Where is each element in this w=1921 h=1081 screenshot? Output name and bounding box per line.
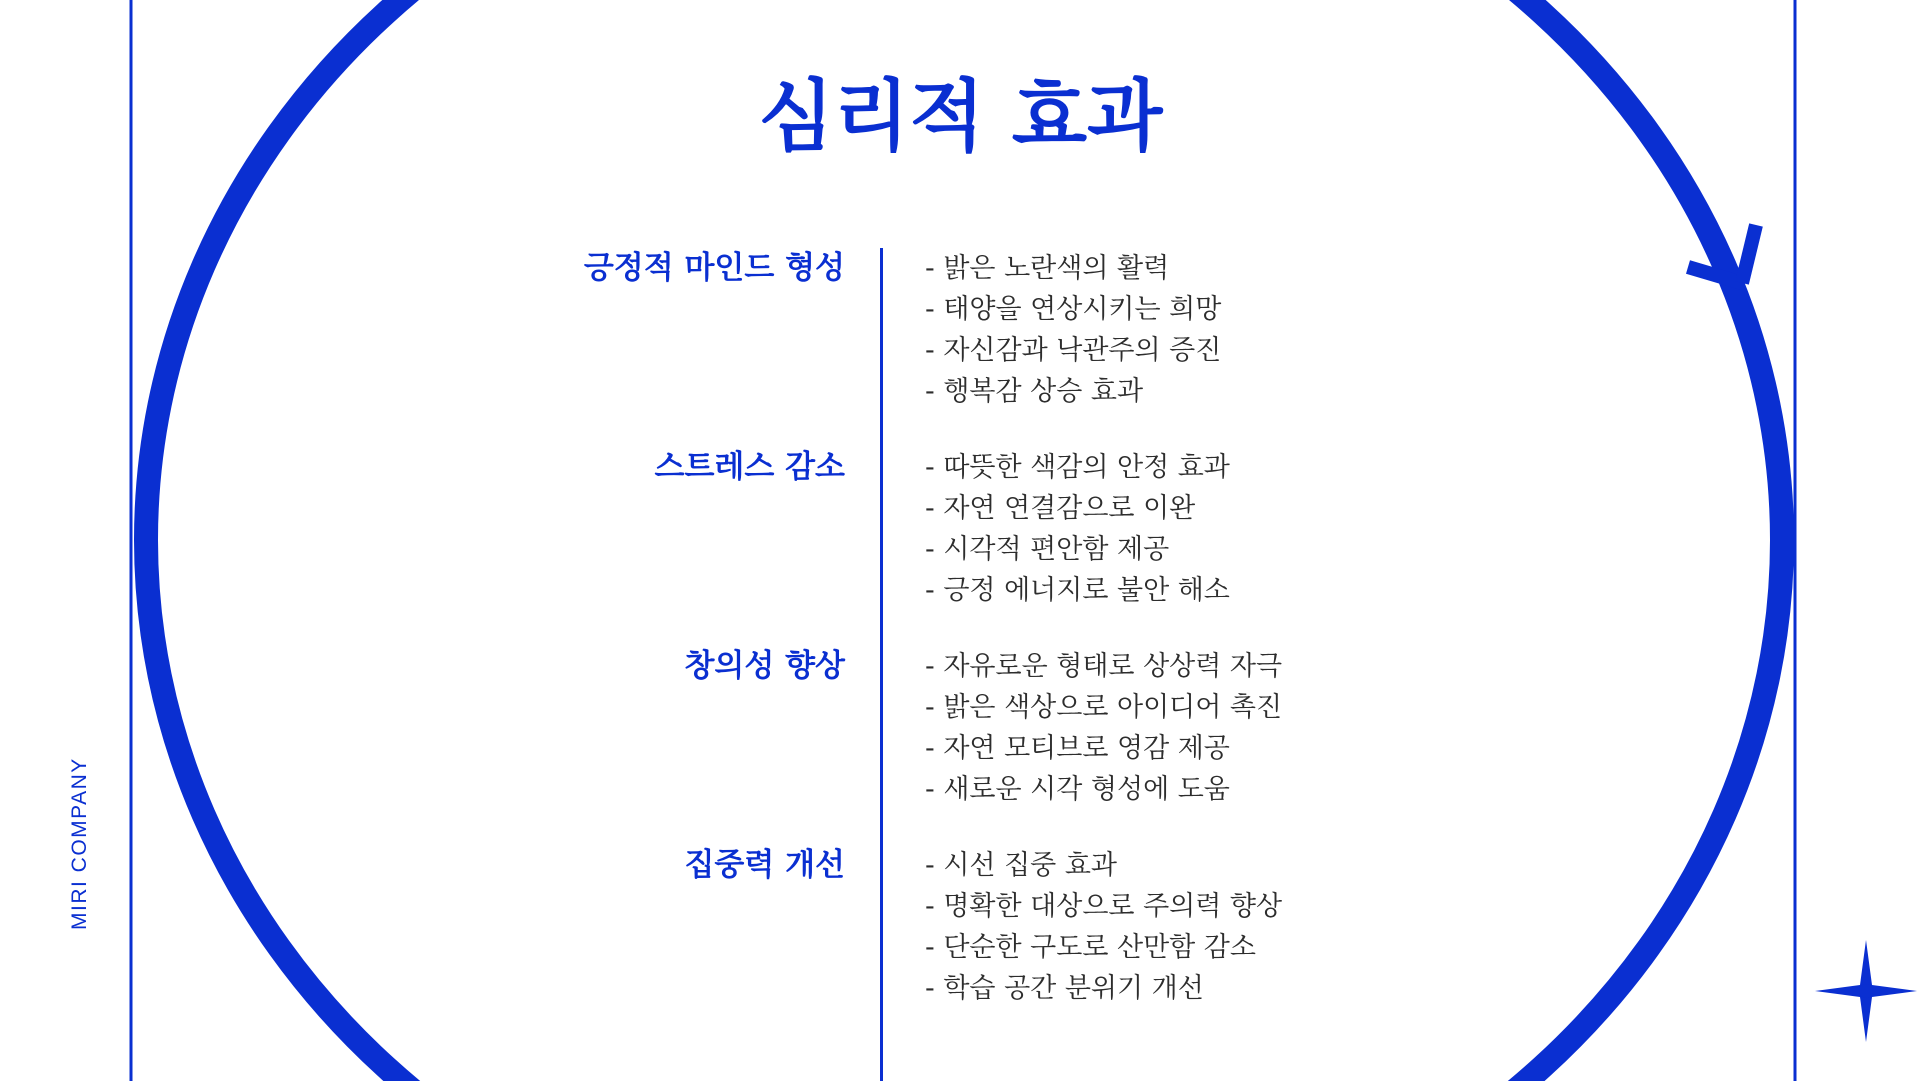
list-item: - 행복감 상승 효과 (925, 376, 1144, 407)
section-heading: 창의성 향상 (684, 648, 845, 684)
section-positive-mind (500, 248, 1400, 418)
section-stress-reduction (500, 447, 1400, 617)
list-item: - 밝은 노란색의 활력 (925, 253, 1170, 284)
item-list (925, 248, 1221, 412)
section-heading: 집중력 개선 (684, 847, 845, 883)
section-focus (500, 845, 1400, 1015)
list-item: - 자연 연결감으로 이완 (925, 493, 1196, 524)
list-item: - 긍정 에너지로 불안 해소 (925, 575, 1230, 606)
list-item: - 자신감과 낙관주의 증진 (925, 335, 1222, 366)
item-list (925, 447, 1230, 611)
list-item: - 새로운 시각 형성에 도움 (925, 774, 1230, 805)
brand-label: MIRI COMPANY (68, 757, 91, 930)
section-heading: 긍정적 마인드 형성 (583, 250, 845, 286)
list-item: - 시각적 편안함 제공 (925, 534, 1170, 565)
four-point-star-icon (1815, 940, 1917, 1042)
list-item: - 따뜻한 색감의 안정 효과 (925, 452, 1230, 483)
page-title: 심리적 효과 (758, 72, 1163, 162)
list-item: - 자연 모티브로 영감 제공 (925, 733, 1230, 764)
list-item: - 학습 공간 분위기 개선 (925, 973, 1204, 1004)
list-item: - 자유로운 형태로 상상력 자극 (925, 651, 1283, 682)
list-item: - 명확한 대상으로 주의력 향상 (925, 891, 1283, 922)
item-list (925, 845, 1282, 1009)
list-item: - 시선 집중 효과 (925, 850, 1117, 881)
list-item: - 태양을 연상시키는 희망 (925, 294, 1222, 325)
list-item: - 단순한 구도로 산만함 감소 (925, 932, 1256, 963)
item-list (925, 646, 1282, 810)
section-creativity (500, 646, 1400, 816)
list-item: - 밝은 색상으로 아이디어 촉진 (925, 692, 1283, 723)
section-heading: 스트레스 감소 (654, 449, 845, 485)
